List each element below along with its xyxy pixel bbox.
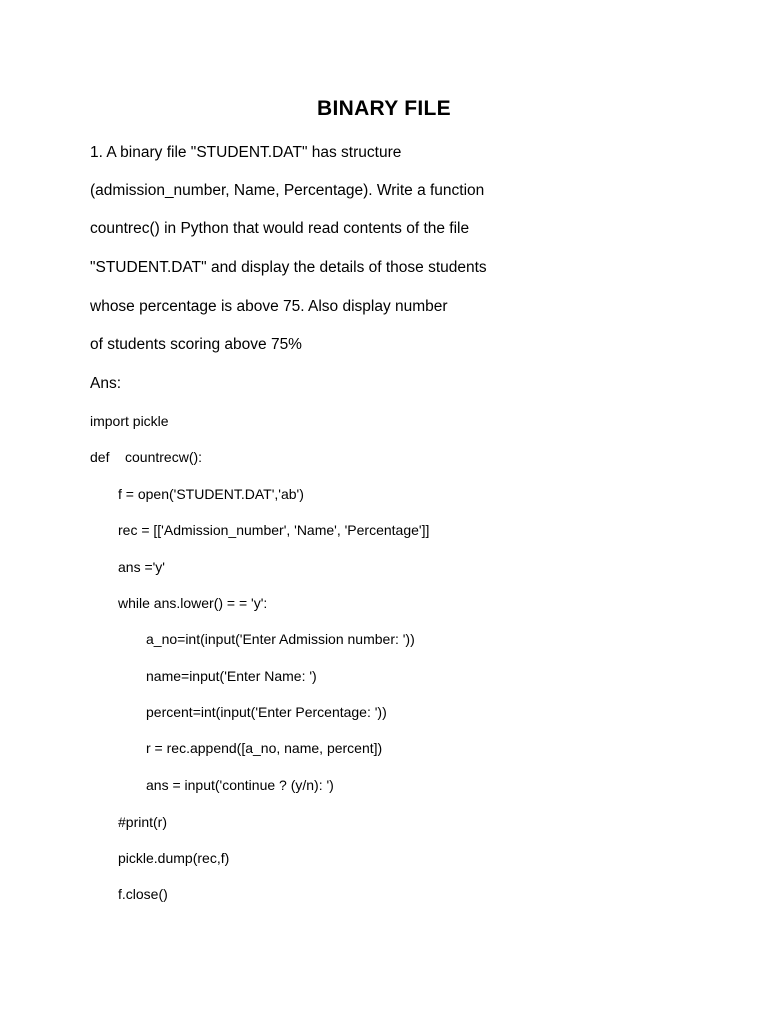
question-line: 1. A binary file "STUDENT.DAT" has structure — [90, 144, 402, 161]
question-line: (admission_number, Name, Percentage). Write a function — [90, 182, 485, 199]
code-line: while ans.lower() = = 'y': — [118, 595, 268, 611]
code-line: f = open('STUDENT.DAT','ab') — [118, 486, 304, 502]
page-title: BINARY FILE — [317, 97, 451, 120]
question-line: whose percentage is above 75. Also display number — [90, 298, 448, 315]
question-line: of students scoring above 75% — [90, 336, 302, 353]
code-line: percent=int(input('Enter Percentage: ')) — [146, 704, 387, 720]
code-line: name=input('Enter Name: ') — [146, 668, 317, 684]
code-line: f.close() — [118, 886, 168, 902]
question-line: countrec() in Python that would read contents of the file — [90, 220, 470, 237]
code-line: ans ='y' — [118, 559, 165, 575]
code-line: #print(r) — [118, 814, 168, 830]
code-line: def countrecw(): — [90, 449, 203, 465]
code-line: rec = [['Admission_number', 'Name', 'Percentage']] — [118, 522, 430, 538]
code-line: ans = input('continue ? (y/n): ') — [146, 777, 334, 793]
question-line: "STUDENT.DAT" and display the details of those students — [90, 259, 487, 276]
code-line: r = rec.append([a_no, name, percent]) — [146, 740, 383, 756]
code-line: a_no=int(input('Enter Admission number: ')) — [146, 631, 415, 647]
code-line: pickle.dump(rec,f) — [118, 850, 230, 866]
code-line: import pickle — [90, 413, 169, 429]
answer-label: Ans: — [90, 375, 122, 392]
